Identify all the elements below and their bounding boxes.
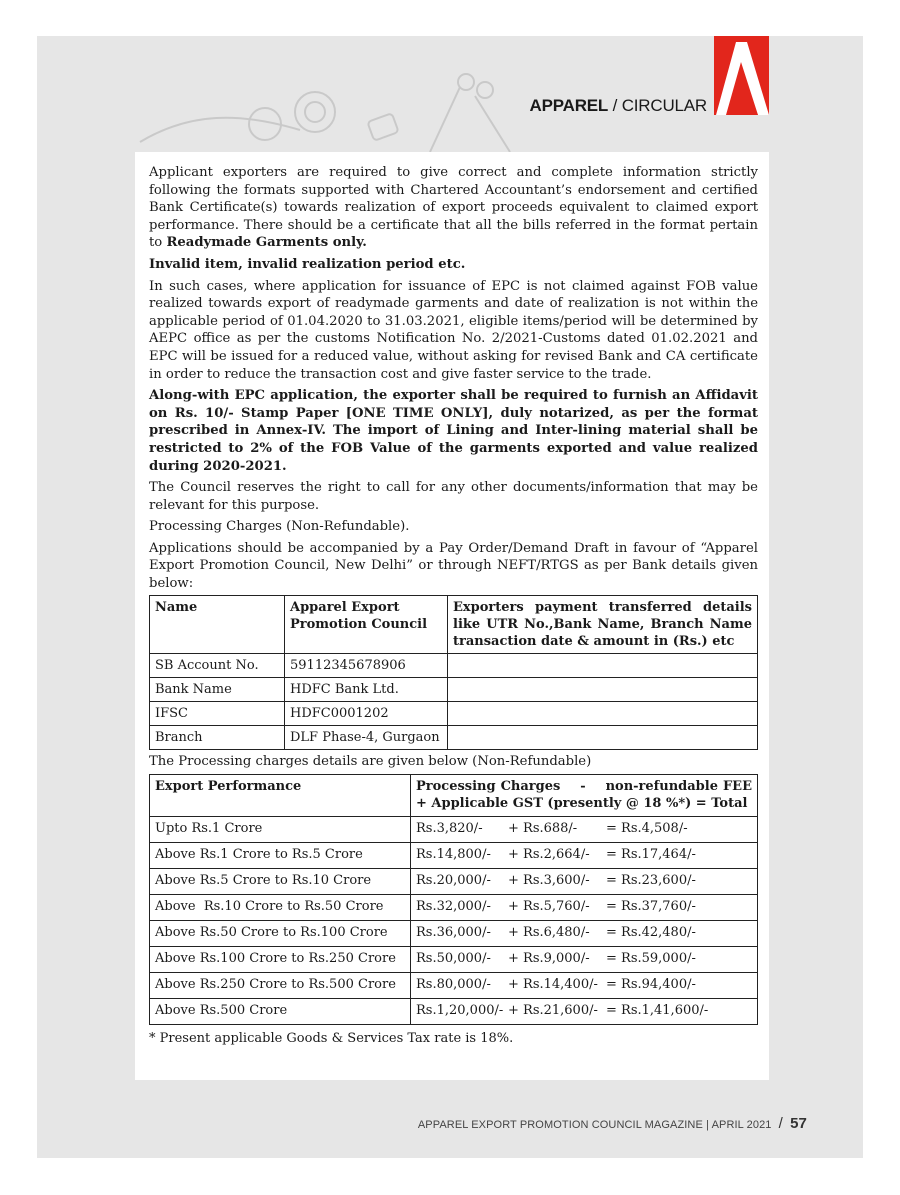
paragraph-invalid-item: In such cases, where application for issuance of EPC is not claimed against FOB value realized towards export of readymade garments and date of realization is not within the applicable period of 01.04.2020 to 31.03.2021, eligible items/period will be determined by AEPC office as per the customs Notification No. 2/2021-Customs dated 01.02.2021 and EPC will be issued for a reduced value, without asking for revised Bank and CA certificate in order to reduce the transaction cost and give faster service to the trade. (149, 278, 758, 382)
table-header-cell: Apparel Export Promotion Council (285, 595, 448, 653)
paragraph-affidavit: Along-with EPC application, the exporter shall be required to furnish an Affidavit on Rs. 10/- Stamp Paper [ONE TIME ONLY], duly notarized, as per the format prescribed in Annex-IV. The import of Lining and Inter-lining material shall be restricted to 2% of the FOB Value of the garments exported and value realized during 2020-2021. (149, 388, 758, 474)
export-range-cell: Above Rs.100 Crore to Rs.250 Crore (150, 947, 411, 973)
heading-processing-charges: Processing Charges (Non-Refundable). (149, 519, 410, 535)
table-cell: IFSC (150, 701, 285, 725)
table-row (150, 921, 758, 947)
export-range-cell: Upto Rs.1 Crore (150, 817, 411, 843)
export-range-cell: Above Rs.500 Crore (150, 999, 411, 1025)
table-cell: SB Account No. (150, 653, 285, 677)
sewing-tools-illustration (130, 72, 530, 154)
table-row (150, 725, 758, 749)
table-row (150, 869, 758, 895)
table-row (150, 895, 758, 921)
table-cell (448, 677, 758, 701)
table-cell: Bank Name (150, 677, 285, 701)
table-cell: Branch (150, 725, 285, 749)
readymade-garments-emphasis: Readymade Garments only. (166, 235, 367, 251)
export-range-cell: Above Rs.50 Crore to Rs.100 Crore (150, 921, 411, 947)
paragraph-requirements: Applicant exporters are required to give correct and complete information strictly following the formats supported with Chartered Accountant’s endorsement and certified Bank Certificate(s) towards realization of export proceeds equivalent to claimed export performance. There should be a certificate that all the bills referred in the format pertain to Readymade Garments only. (149, 165, 758, 251)
paragraph-payment-instructions: Applications should be accompanied by a Pay Order/Demand Draft in favour of “Apparel Export Promotion Council, New Delhi” or through NEFT/RTGS as per Bank details given below: (149, 540, 758, 592)
gst-footnote: * Present applicable Goods & Services Tax rate is 18%. (149, 1031, 514, 1047)
table-header-cell: Processing Charges - non-refundable FEE + Applicable GST (presently @ 18 %*) = Total (411, 775, 758, 817)
table-header-row (150, 595, 758, 653)
table-row (150, 947, 758, 973)
charges-cell: Rs.14,800/- + Rs.2,664/- = Rs.17,464/- (411, 843, 758, 869)
issue-date: APRIL 2021 (711, 1119, 772, 1131)
section-title (530, 96, 707, 116)
table-cell (448, 725, 758, 749)
section-separator: / (608, 96, 622, 115)
table-header-cell: Export Performance (150, 775, 411, 817)
table-cell: 59112345678906 (285, 653, 448, 677)
charges-cell: Rs.3,820/- + Rs.688/- = Rs.4,508/- (411, 817, 758, 843)
charges-cell: Rs.20,000/- + Rs.3,600/- = Rs.23,600/- (411, 869, 758, 895)
paragraph-council-rights: The Council reserves the right to call for any other documents/information that may be relevant for this purpose. (149, 480, 758, 513)
magazine-name: APPAREL EXPORT PROMOTION COUNCIL MAGAZINE (417, 1119, 703, 1131)
paragraph-processing-details: The Processing charges details are given below (Non-Refundable) (149, 753, 592, 769)
table-cell (448, 701, 758, 725)
heading-invalid-item: Invalid item, invalid realization period etc. (149, 256, 466, 272)
table-cell: HDFC Bank Ltd. (285, 677, 448, 701)
table-row (150, 677, 758, 701)
charges-cell: Rs.1,20,000/- + Rs.21,600/- = Rs.1,41,600/- (411, 999, 758, 1025)
table-cell (448, 653, 758, 677)
table-row (150, 843, 758, 869)
table-header-row (150, 775, 758, 817)
page-slash: / (778, 1115, 783, 1132)
subsection-name: CIRCULAR (621, 96, 707, 115)
export-range-cell: Above Rs.250 Crore to Rs.500 Crore (150, 973, 411, 999)
table-cell: HDFC0001202 (285, 701, 448, 725)
bank-details-table (149, 595, 758, 750)
charges-cell: Rs.32,000/- + Rs.5,760/- = Rs.37,760/- (411, 895, 758, 921)
table-row (150, 653, 758, 677)
export-range-cell: Above Rs.1 Crore to Rs.5 Crore (150, 843, 411, 869)
section-name: APPAREL (529, 96, 609, 115)
charges-cell: Rs.50,000/- + Rs.9,000/- = Rs.59,000/- (411, 947, 758, 973)
table-header-cell: Exporters payment transferred details like UTR No.,Bank Name, Branch Name transaction date & amount in (Rs.) etc (448, 595, 758, 653)
table-row (150, 999, 758, 1025)
page-footer (418, 1115, 807, 1132)
table-cell: DLF Phase-4, Gurgaon (285, 725, 448, 749)
charges-cell: Rs.80,000/- + Rs.14,400/- = Rs.94,400/- (411, 973, 758, 999)
table-row (150, 817, 758, 843)
article-body (135, 152, 769, 1080)
table-header-cell: Name (150, 595, 285, 653)
table-row (150, 701, 758, 725)
export-range-cell: Above Rs.5 Crore to Rs.10 Crore (150, 869, 411, 895)
apparel-logo-icon (714, 36, 769, 115)
export-range-cell: Above Rs.10 Crore to Rs.50 Crore (150, 895, 411, 921)
footer-divider: | (702, 1119, 712, 1131)
table-row (150, 973, 758, 999)
processing-charges-table (149, 774, 758, 1025)
charges-cell: Rs.36,000/- + Rs.6,480/- = Rs.42,480/- (411, 921, 758, 947)
page-number: 57 (790, 1115, 807, 1132)
